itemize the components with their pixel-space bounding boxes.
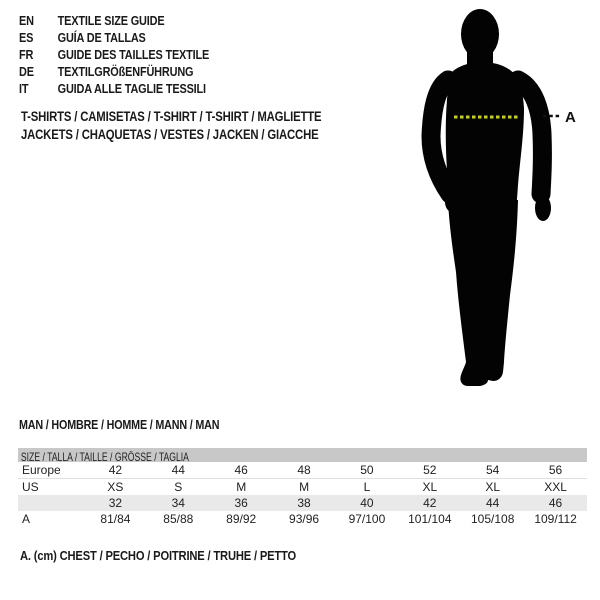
language-row xyxy=(19,46,209,63)
language-row xyxy=(19,63,209,80)
size-cell: 32 xyxy=(108,496,123,510)
row-label: US xyxy=(22,480,39,494)
row-label: A xyxy=(22,512,31,526)
language-code: IT xyxy=(19,81,29,96)
table-row xyxy=(18,462,587,479)
size-cell: 89/92 xyxy=(226,512,257,526)
size-cell: 40 xyxy=(360,496,374,510)
language-code: EN xyxy=(19,13,34,28)
table-row xyxy=(18,495,587,511)
size-table-header-label: SIZE / TALLA / TAILLE / GRÖSSE / TAGLIA xyxy=(20,450,189,464)
size-cell: XXL xyxy=(544,480,567,494)
language-code: FR xyxy=(19,47,34,62)
size-cell: 54 xyxy=(461,462,524,479)
size-table-header-bar xyxy=(18,448,587,462)
size-cell: S xyxy=(174,480,183,494)
size-table-grid xyxy=(18,462,587,527)
language-row xyxy=(19,29,209,46)
size-cell: 97/100 xyxy=(348,512,386,526)
table-row xyxy=(18,511,587,527)
size-cell: M xyxy=(299,480,310,494)
language-title: GUIDE DES TAILLES TEXTILE xyxy=(57,47,210,62)
category-lines xyxy=(21,108,321,144)
language-title: GUIDA ALLE TAGLIE TESSILI xyxy=(57,81,206,96)
size-cell: 101/104 xyxy=(408,512,452,526)
man-silhouette xyxy=(390,0,600,400)
size-cell: 85/88 xyxy=(163,512,194,526)
size-cell: 46 xyxy=(210,462,273,479)
size-cell: 44 xyxy=(147,462,210,479)
row-label: Europe xyxy=(18,462,84,479)
language-list xyxy=(19,12,209,97)
size-cell: 109/112 xyxy=(534,512,577,526)
language-title: TEXTILE SIZE GUIDE xyxy=(57,13,165,28)
category-line: JACKETS / CHAQUETAS / VESTES / JACKEN / GIACCHE xyxy=(21,127,319,142)
section-title: MAN / HOMBRE / HOMME / MANN / MAN xyxy=(19,418,220,432)
size-table xyxy=(18,448,587,527)
size-cell: 93/96 xyxy=(289,512,320,526)
size-cell: 48 xyxy=(273,462,336,479)
language-title: TEXTILGRÖßENFÜHRUNG xyxy=(57,64,194,79)
language-code: ES xyxy=(19,30,34,45)
size-cell: XL xyxy=(485,480,501,494)
table-row xyxy=(18,479,587,496)
language-row xyxy=(19,80,209,97)
size-cell: 42 xyxy=(423,496,437,510)
size-cell: 56 xyxy=(524,462,587,479)
size-cell: 46 xyxy=(548,496,563,510)
size-cell: 44 xyxy=(486,496,500,510)
size-cell: L xyxy=(363,480,371,494)
size-cell: 81/84 xyxy=(100,512,131,526)
size-cell: 38 xyxy=(297,496,311,510)
size-cell: 36 xyxy=(234,496,248,510)
size-cell: XS xyxy=(107,480,124,494)
language-code: DE xyxy=(19,64,34,79)
size-cell: 52 xyxy=(398,462,461,479)
size-cell: 42 xyxy=(84,462,147,479)
size-cell: M xyxy=(236,480,247,494)
size-cell: 34 xyxy=(171,496,185,510)
size-cell: 50 xyxy=(336,462,399,479)
size-cell: XL xyxy=(422,480,438,494)
row-label xyxy=(18,495,84,511)
footnote: A. (cm) CHEST / PECHO / POITRINE / TRUHE / PETTO xyxy=(20,548,297,563)
size-cell: 105/108 xyxy=(470,512,515,526)
category-line: T-SHIRTS / CAMISETAS / T-SHIRT / T-SHIRT / MAGLIETTE xyxy=(21,109,322,124)
language-row xyxy=(19,12,209,29)
measure-label-a: A xyxy=(565,109,576,126)
language-title: GUÍA DE TALLAS xyxy=(57,30,146,45)
size-table-body xyxy=(18,462,587,527)
